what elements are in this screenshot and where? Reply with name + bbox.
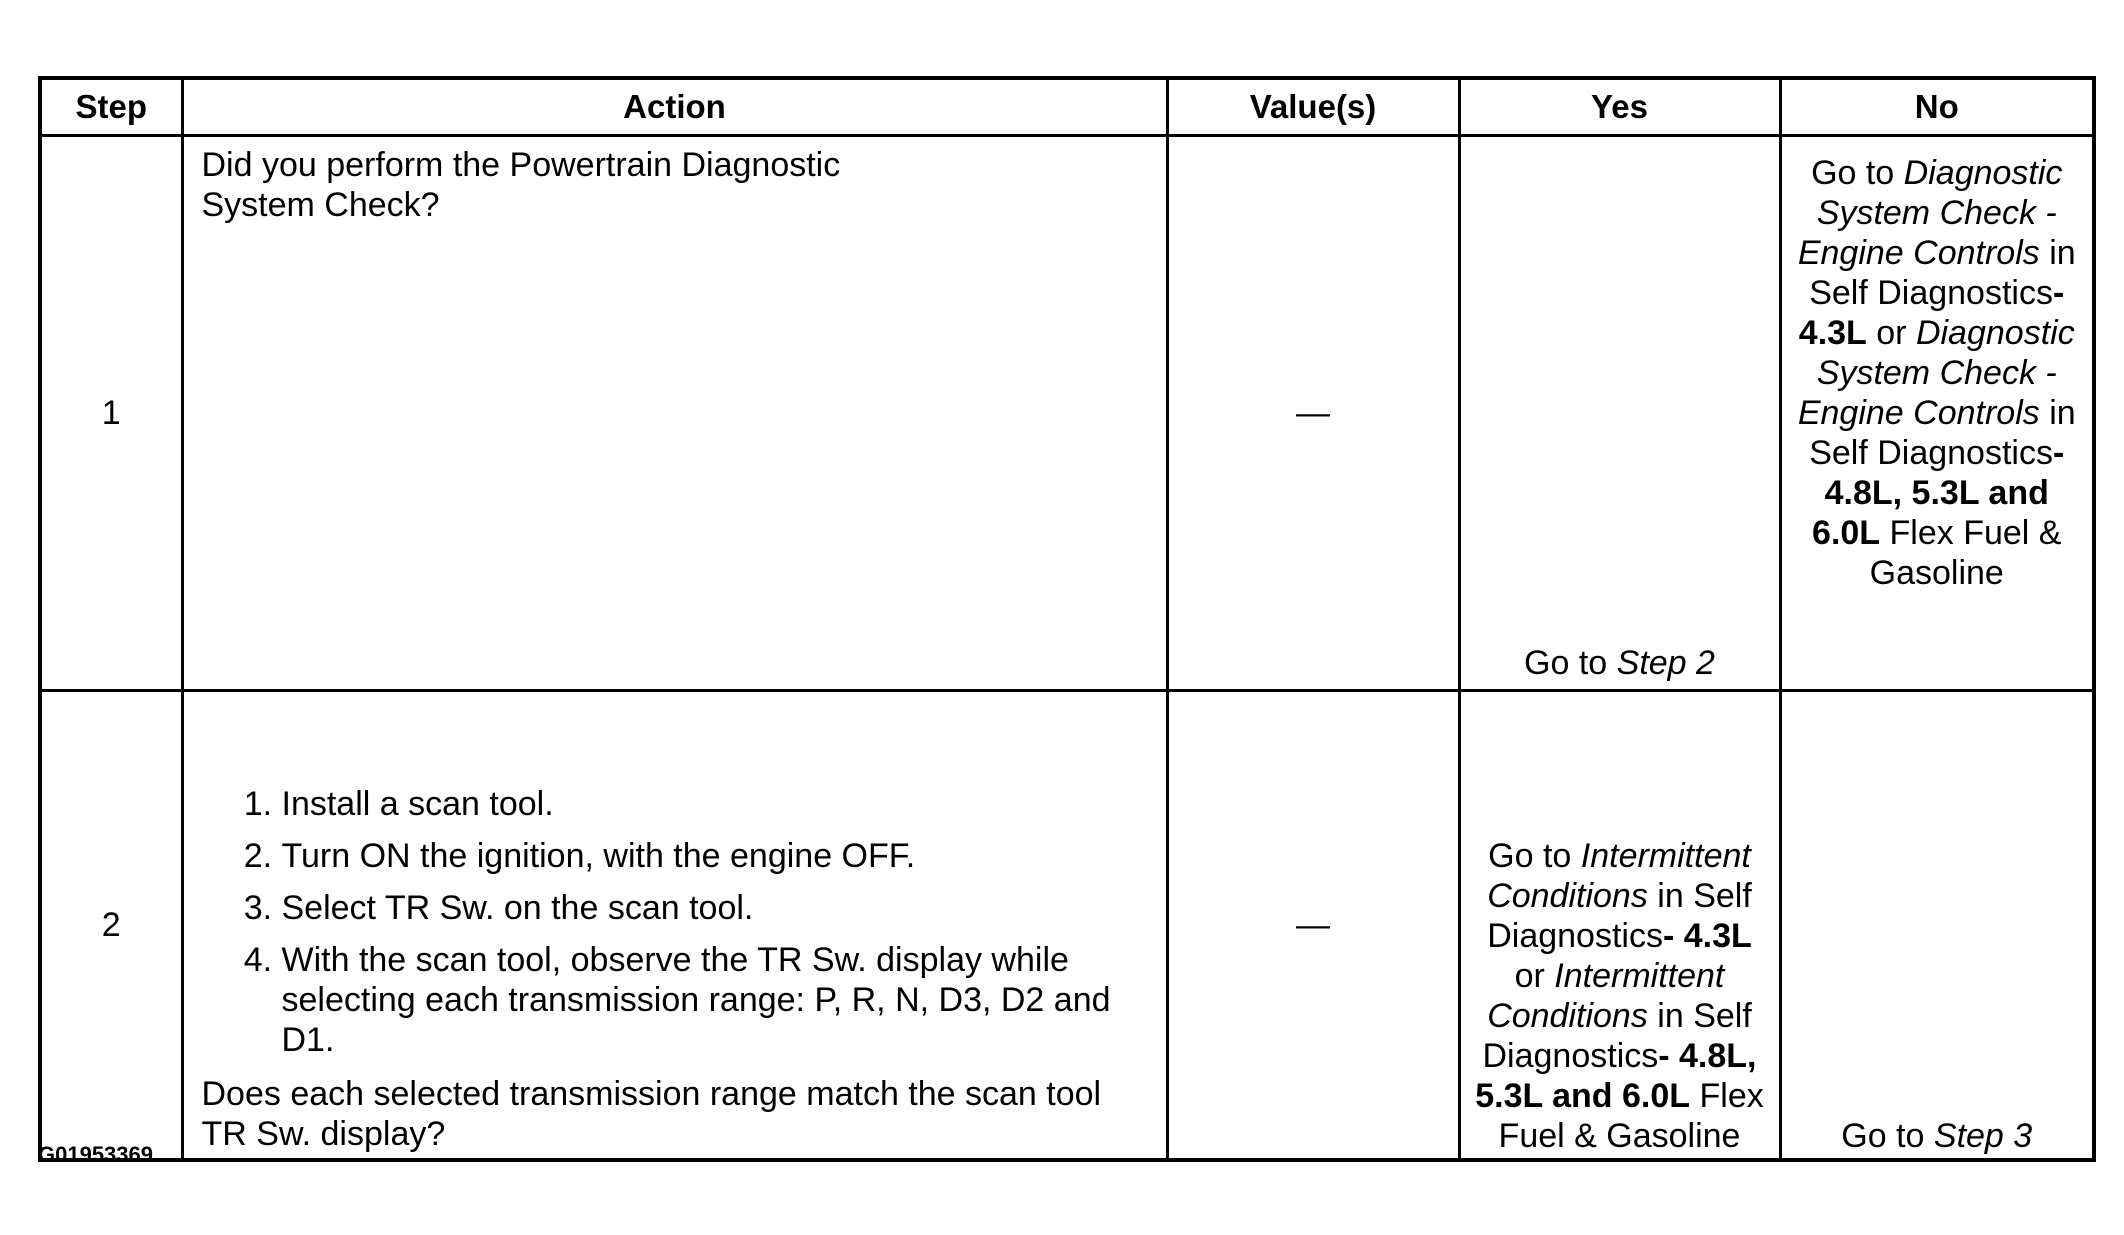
yes-tail-text: Flex Fuel & Gasoline [1498,1077,1764,1155]
action-cell [182,691,1167,1161]
figure-id: G01953369 [38,1142,153,1167]
table-row [40,691,2094,1161]
goto-step-3-link[interactable]: Step 3 [1933,1117,2033,1155]
diagnostic-table [38,76,2096,1162]
no-mid-text-1: in Self Diagnostics [1809,234,2076,312]
intermittent-conditions-link-4-3[interactable]: Intermittent Conditions [1487,837,1751,915]
engine-label-4-8: - 4.8L, 5.3L and 6.0L [1812,434,2065,552]
no-prefix: Go to [1811,154,1904,192]
action-step: 2. Turn ON the ignition, with the engine OFF. [282,836,1148,876]
yes-prefix: Go to [1524,644,1617,682]
header-step: Step [40,78,182,136]
action-question: Does each selected transmission range match the scan tool TR Sw. display? [201,1075,1102,1153]
no-or-text: or [1866,314,1916,352]
diagnostic-system-check-link-4-3[interactable]: Diagnostic System Check - Engine Controls [1797,154,2063,272]
header-no: No [1780,78,2094,136]
header-values: Value(s) [1167,78,1459,136]
action-step: 1. Install a scan tool. [282,784,1148,824]
action-question: Did you perform the Powertrain Diagnostic System Check? [201,146,841,224]
no-prefix: Go to [1841,1117,1934,1155]
engine-label-4-3: - 4.3L [1798,274,2065,352]
yes-cell [1459,136,1780,691]
action-cell [182,136,1167,691]
step-number: 2 [40,691,182,1161]
value-cell: — [1167,136,1459,691]
no-tail-text: Flex Fuel & Gasoline [1869,514,2062,592]
step-number: 1 [40,136,182,691]
engine-label-4-8: - 4.8L, 5.3L and 6.0L [1475,1037,1757,1115]
header-action: Action [182,78,1167,136]
table-row [40,136,2094,691]
yes-cell [1459,691,1780,1161]
no-mid-text-2: in Self Diagnostics [1809,394,2076,472]
goto-step-2-link[interactable]: Step 2 [1616,644,1715,682]
yes-or-text: or [1514,957,1555,995]
yes-mid-text-2: in Self Diagnostics [1482,997,1752,1075]
table-header-row [40,78,2094,136]
action-step: 4. With the scan tool, observe the TR Sw. display while selecting each transmission range: P, R, N, D3, D2 and D1. [282,940,1148,1060]
intermittent-conditions-link-4-8[interactable]: Intermittent Conditions [1487,957,1725,1035]
action-step: 3. Select TR Sw. on the scan tool. [282,888,1148,928]
value-cell: — [1167,691,1459,1161]
yes-mid-text-1: in Self Diagnostics [1487,877,1752,955]
no-cell [1780,691,2094,1161]
diagnostic-system-check-link-4-8[interactable]: Diagnostic System Check - Engine Controls [1797,314,2075,432]
yes-prefix: Go to [1488,837,1581,875]
header-yes: Yes [1459,78,1780,136]
action-steps-list [202,784,1148,1060]
engine-label-4-3: - 4.3L [1662,917,1752,955]
no-cell [1780,136,2094,691]
